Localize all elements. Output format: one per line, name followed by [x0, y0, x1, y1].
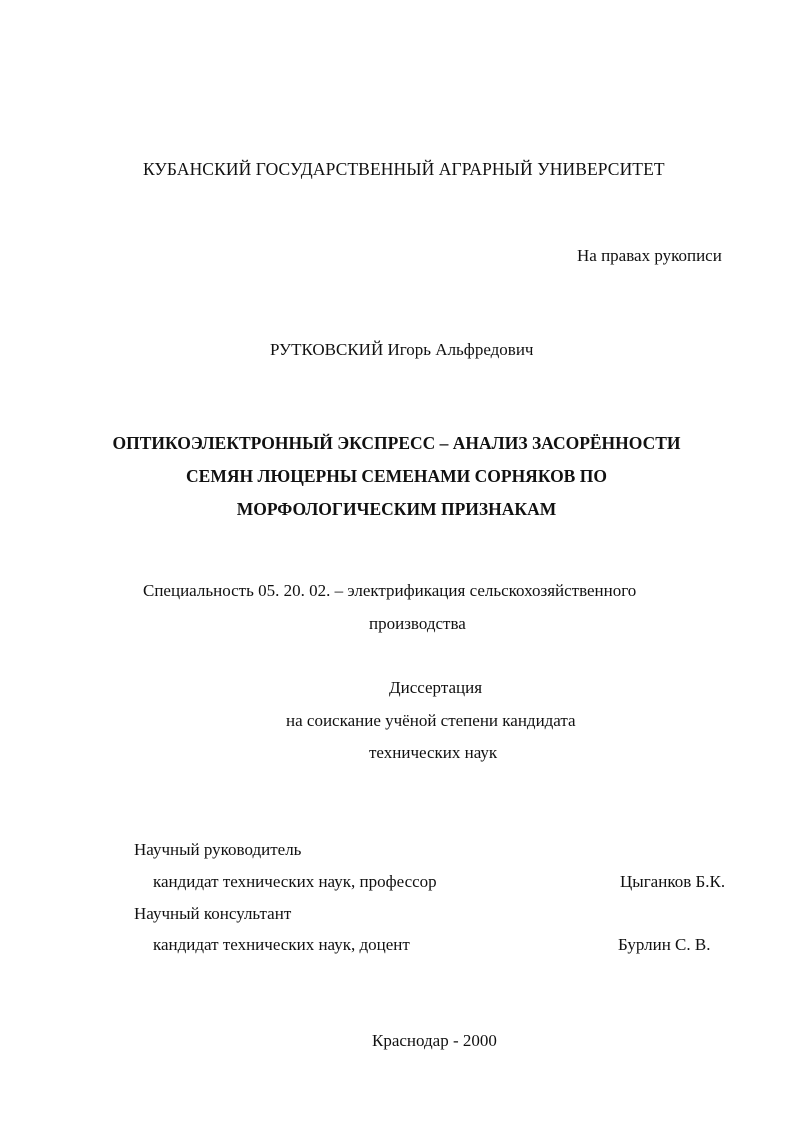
specialty-line-2: производства: [369, 614, 466, 633]
consultant-label: Научный консультант: [134, 904, 292, 923]
specialty-line-1: Специальность 05. 20. 02. – электрификация сельскохозяйственного: [143, 581, 637, 600]
thesis-title-line-1: ОПТИКОЭЛЕКТРОННЫЙ ЭКСПРЕСС – АНАЛИЗ ЗАСОРЁННОСТИ: [112, 433, 681, 453]
supervisor-label: Научный руководитель: [134, 840, 302, 859]
author-name: РУТКОВСКИЙ Игорь Альфредович: [270, 340, 534, 359]
thesis-title-line-2: СЕМЯН ЛЮЦЕРНЫ СЕМЕНАМИ СОРНЯКОВ ПО: [186, 466, 607, 486]
dissertation-type: Диссертация: [389, 678, 483, 697]
dissertation-degree-sought: на соискание учёной степени кандидата: [286, 711, 576, 730]
consultant-degree: кандидат технических наук, доцент: [153, 935, 410, 954]
institution-name: КУБАНСКИЙ ГОСУДАРСТВЕННЫЙ АГРАРНЫЙ УНИВЕРСИТЕТ: [143, 159, 665, 179]
supervisor-name: Цыганков Б.К.: [620, 872, 726, 891]
dissertation-field: технических наук: [369, 743, 498, 762]
supervisor-degree: кандидат технических наук, профессор: [153, 872, 437, 891]
consultant-name: Бурлин С. В.: [618, 935, 711, 954]
thesis-title-line-3: МОРФОЛОГИЧЕСКИМ ПРИЗНАКАМ: [236, 499, 557, 519]
manuscript-rights-note: На правах рукописи: [577, 246, 722, 265]
place-and-year: Краснодар - 2000: [372, 1031, 497, 1050]
